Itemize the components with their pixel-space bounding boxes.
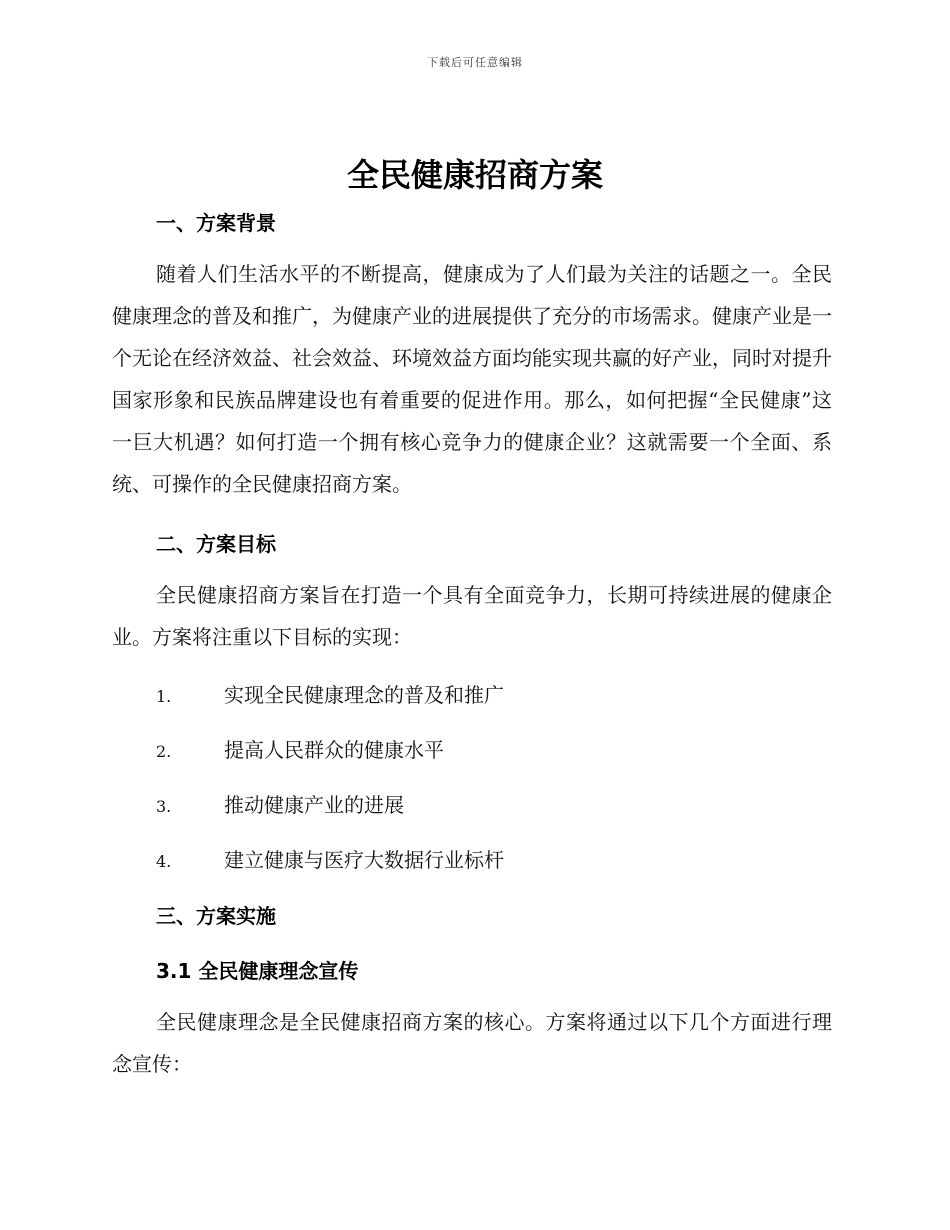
list-item-number: 3. bbox=[156, 797, 172, 816]
goals-paragraph: 全民健康招商方案旨在打造一个具有全面竞争力，长期可持续进展的健康企业。方案将注重以下目标的实现： bbox=[112, 583, 832, 649]
list-item bbox=[156, 734, 836, 763]
implementation-paragraph: 全民健康理念是全民健康招商方案的核心。方案将通过以下几个方面进行理念宣传： bbox=[112, 1010, 832, 1076]
list-item-text: 建立健康与医疗大数据行业标杆 bbox=[224, 848, 504, 872]
section-heading-background: 一、方案背景 bbox=[156, 211, 276, 235]
list-item-number: 1. bbox=[156, 687, 172, 706]
subsection-heading-concept-promotion: 3.1 全民健康理念宣传 bbox=[156, 959, 359, 983]
document-title: 全民健康招商方案 bbox=[346, 156, 603, 194]
list-item bbox=[156, 679, 836, 708]
section-heading-implementation: 三、方案实施 bbox=[156, 904, 276, 928]
list-item-text: 提高人民群众的健康水平 bbox=[224, 738, 444, 762]
list-item bbox=[156, 789, 836, 818]
list-item-text: 推动健康产业的进展 bbox=[224, 793, 404, 817]
background-paragraph: 随着人们生活水平的不断提高，健康成为了人们最为关注的话题之一。全民健康理念的普及和推广，为健康产业的进展提供了充分的市场需求。健康产业是一个无论在经济效益、社会效益、环境效益方面均能实现共赢的好产业，同时对提升国家形象和民族品牌建设也有着重要的促进作用。那么，如何把握“全民健康”这一巨大机遇？如何打造一个拥有核心竞争力的健康企业？这就需要一个全面、系统、可操作的全民健康招商方案。 bbox=[112, 262, 832, 496]
header-note: 下载后可任意编辑 bbox=[427, 56, 523, 69]
list-item-text: 实现全民健康理念的普及和推广 bbox=[224, 683, 504, 707]
list-item bbox=[156, 844, 836, 873]
list-item-number: 4. bbox=[156, 852, 172, 871]
list-item-number: 2. bbox=[156, 742, 172, 761]
section-heading-goals: 二、方案目标 bbox=[156, 532, 276, 556]
